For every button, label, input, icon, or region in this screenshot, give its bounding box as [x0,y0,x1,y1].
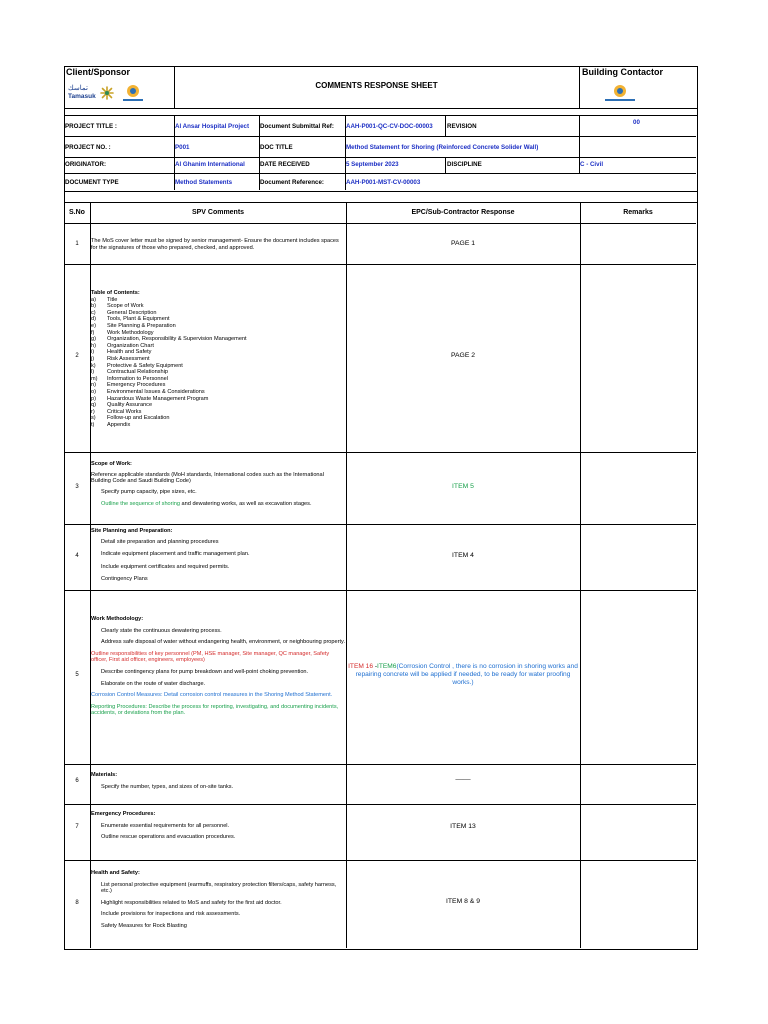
toc-item-letter: g) [91,336,96,343]
toc-item [91,330,345,337]
comment-line: Safety Measures for Rock Blasting [101,922,187,929]
toc-item-letter: a) [91,296,96,303]
comment-line: and dewatering works, as well as excavation stages. [180,501,312,508]
response-item-16: ITEM 16 [348,663,374,670]
toc-item [91,316,345,323]
row-comment [91,772,345,790]
client-logo-text: Tamasuk [68,93,96,100]
submittal-ref-value: AAH-P001-QC-CV-DOC-00003 [346,123,433,130]
comment-line: Outline rescue operations and evacuation procedures. [101,834,236,841]
row-response: PAGE 1 [450,240,476,247]
toc-item-label: Appendix [107,421,131,428]
row-response [348,663,578,687]
row-comment [91,811,345,841]
toc-item [91,303,345,310]
tamasuk-star-icon [100,86,114,100]
toc-item-label: Work Methodology [107,329,154,336]
toc-item-letter: p) [91,395,96,402]
toc-item-label: Scope of Work [107,303,144,310]
comment-line: Address safe disposal of water without endangering health, environment, or neighbouring property. [101,639,345,646]
comment-line: Specify pump capacity, pipe sizes, etc. [101,488,197,495]
toc-item-label: Contractual Relationship [107,369,168,376]
discipline-label: DISCIPLINE [447,161,482,168]
doc-title-value: Method Statement for Shoring (Reinforced Concrete Solider Wall) [346,144,539,151]
col-sno-header: S.No [69,209,85,216]
row-response: ITEM 5 [452,483,474,490]
comment-line: Elaborate on the route of water discharge. [101,680,206,687]
client-logo-arabic: تماسك [68,85,88,92]
toc-item-label: Organization, Responsibility & Supervision Management [107,336,247,343]
submittal-ref-label: Document Submittal Ref: [260,123,334,130]
sheet-title: COMMENTS RESPONSE SHEET [315,81,438,90]
toc-item-letter: n) [91,382,96,389]
row-sno: 7 [75,824,79,830]
comment-line-highlight: Outline responsibilities of key personnel (PM, HSE manager, Site manager, QC manager, Safety officer, First aid officer, engineers, employees) [91,650,330,664]
toc-item-label: General Description [107,309,157,316]
toc-item [91,396,345,403]
comment-line: Detail site preparation and planning procedures [101,538,219,545]
comment-line: Highlight responsibilities related to MoS and safety for the first aid doctor. [101,899,282,906]
comment-line-highlight: Corrosion Control Measures: Detail corrosion control measures in the Shoring Method Statement. [91,692,333,699]
revision-value: 00 [633,119,640,126]
toc-heading: Table of Contents: [91,290,140,296]
comment-heading: Health and Safety: [91,870,140,876]
toc-item [91,376,345,383]
toc-item [91,415,345,422]
toc-item-label: Risk Assessment [107,355,150,362]
comment-line: Enumerate essential requirements for all personnel. [101,822,230,829]
row-comment [91,528,345,583]
toc-item [91,369,345,376]
response-separator: - [373,663,378,670]
toc-item-label: Health and Safety [107,349,152,356]
comment-line-highlight: Reporting Procedures: Describe the process for reporting, investigating, and documenting incidents, accidents, or deviations from the plan. [91,703,339,717]
date-received-value: 5 September 2023 [346,161,399,168]
toc-item [91,343,345,350]
document-type-label: DOCUMENT TYPE [65,179,119,186]
comment-heading: Emergency Procedures: [91,811,156,817]
toc-item-letter: d) [91,316,96,323]
row-response: ITEM 13 [450,823,476,830]
comment-line: Contingency Plans [101,576,148,583]
row-response: ____ [455,773,471,780]
col-epc-response-header: EPC/Sub-Contractor Response [411,209,515,216]
row-sno: 1 [75,241,79,247]
comment-line: Indicate equipment placement and traffic management plan. [101,551,250,558]
partner-logo-icon [120,83,146,103]
toc-item [91,297,345,304]
row-sno: 5 [75,672,79,678]
toc-item-letter: r) [91,408,95,415]
originator-label: ORIGINATOR: [65,161,107,168]
revision-label: REVISION [447,123,477,130]
toc-item-letter: o) [91,388,96,395]
contractor-logo [599,83,641,110]
document-reference-label: Document Reference: [260,179,324,186]
contractor-logo-icon [599,83,641,105]
toc-item-letter: c) [91,309,96,316]
toc-item-label: Hazardous Waste Management Program [107,395,209,402]
comment-line: Reference applicable standards (MoH standards, International codes such as the International Building Code and Saudi Building Code) [91,471,324,485]
col-remarks-header: Remarks [623,209,653,216]
toc-item [91,323,345,330]
project-title-label: PROJECT TITLE : [65,123,117,130]
project-title-value: Al Ansar Hospital Project [175,123,250,130]
row-comment [91,461,345,508]
project-no-value: P001 [175,144,190,151]
toc-item-letter: l) [91,369,95,376]
toc-item [91,310,345,317]
toc-item-label: Protective & Safety Equipment [107,362,183,369]
toc-item [91,356,345,363]
discipline-value: C - Civil [580,161,604,168]
client-logo [68,82,160,104]
row-comment: The MoS cover letter must be signed by senior management- Ensure the document includes spaces for the signatures of those who prepared, checked, and approved. [91,238,339,251]
client-sponsor-label: Client/Sponsor [66,67,131,77]
toc-item-letter: b) [91,303,96,310]
response-note: (Corrosion Control , there is no corrosion in shoring works and repairing concrete will be applied if needed, to be ready for water proofing works.) [355,663,578,686]
building-contractor-label: Building Contactor [582,67,663,77]
toc-item-letter: f) [91,329,95,336]
col-spv-comments-header: SPV Comments [191,209,245,216]
toc-item-letter: s) [91,415,96,422]
toc-item [91,336,345,343]
comment-line: List personal protective equipment (earmuffs, respiratory protection filters/caps, safety harness, etc.) [101,881,337,895]
toc-item-label: Quality Assurance [107,402,153,409]
originator-value: Al Ghanim International [175,161,245,168]
document-reference-value: AAH-P001-MST-CV-00003 [346,179,421,186]
date-received-label: DATE RECEIVED [260,161,310,168]
toc-item [91,363,345,370]
comment-line: Include provisions for inspections and risk assessments. [101,911,241,918]
toc-item-label: Follow-up and Escalation [107,415,170,422]
comment-line: Clearly state the continuous dewatering process. [101,627,222,634]
toc-item-letter: i) [91,349,95,356]
row-sno: 6 [75,778,79,784]
comment-heading: Work Methodology: [91,616,144,622]
response-item-6: ITEM6 [377,663,397,670]
row-comment [91,870,345,930]
row-sno: 3 [75,484,79,490]
toc-item-letter: q) [91,402,96,409]
comment-heading: Site Planning and Preparation: [91,528,173,534]
toc-item-label: Site Planning & Preparation [107,322,176,329]
row-comment [91,290,345,428]
toc-item [91,349,345,356]
toc-item [91,409,345,416]
row-sno: 2 [75,353,79,359]
toc-item-label: Organization Chart [107,342,154,349]
toc-item-label: Emergency Procedures [107,382,166,389]
comment-line-highlight: Outline the sequence of shoring [101,501,180,508]
toc-item [91,389,345,396]
toc-item-label: Critical Works [107,408,142,415]
toc-item-letter: h) [91,342,96,349]
toc-item [91,422,345,429]
project-no-label: PROJECT NO. : [65,144,111,151]
toc-item-label: Information to Personnel [107,375,168,382]
toc-item-letter: k) [91,362,96,369]
toc-item-label: Environmental Issues & Considerations [107,388,205,395]
row-response: PAGE 2 [450,352,476,359]
toc-item [91,382,345,389]
document-type-value: Method Statements [175,179,233,186]
header-divider-right [579,66,580,108]
toc-item-letter: m) [91,375,98,382]
comment-line: Describe contingency plans for pump breakdown and well-point choking prevention. [101,668,309,675]
comment-line: Include equipment certificates and required permits. [101,563,230,570]
toc-item-letter: e) [91,322,96,329]
toc-item-letter: t) [91,421,95,428]
comment-heading: Materials: [91,772,118,778]
row-response: ITEM 8 & 9 [446,898,480,905]
toc-item [91,402,345,409]
comment-heading: Scope of Work: [91,461,132,467]
toc-item-letter: j) [91,355,95,362]
row-comment [91,616,345,717]
row-sno: 4 [75,553,79,559]
toc-item-label: Tools, Plant & Equipment [107,316,170,323]
row-response: ITEM 4 [452,552,474,559]
doc-title-label: DOC TITLE [260,144,293,151]
row-sno: 8 [75,900,79,906]
toc-item-label: Title [107,296,118,303]
toc-list [91,297,345,429]
comment-line: Specify the number, types, and sizes of on-site tanks. [101,783,234,790]
